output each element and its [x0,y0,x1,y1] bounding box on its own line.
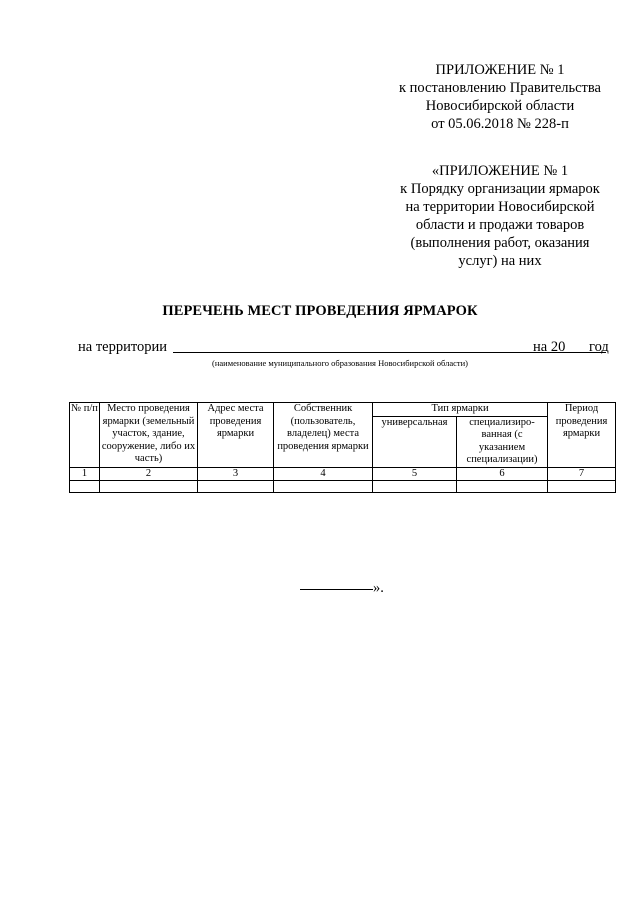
appendix-2-line: (выполнения работ, оказания [410,235,590,251]
table-header-row [70,403,616,417]
header-address: Адрес места проведения ярмарки [198,403,274,468]
column-number: 2 [100,467,198,480]
territory-caption: (наименование муниципального образования Новосибирской области) [212,358,468,368]
column-number: 6 [457,467,548,480]
appendix-2-line: на территории Новосибирской [405,199,595,215]
appendix-2-line: «ПРИЛОЖЕНИЕ № 1 [431,163,569,179]
year-blank-line [567,352,589,353]
column-number: 1 [70,467,100,480]
table-cell [100,480,198,492]
column-number: 7 [548,467,616,480]
year-label: на 20 [533,339,566,355]
subheader-specialized: специализиро-ванная (с указанием специализации) [457,416,548,467]
closing-line [300,580,384,597]
table-row [70,480,616,492]
column-number: 5 [373,467,457,480]
table-number-row [70,467,616,480]
header-number: № п/п [70,403,100,468]
closing-blank-line [300,589,373,590]
appendix-1-line: от 05.06.2018 № 228-п [431,116,569,132]
header-owner: Собственник (пользователь, владелец) места проведения ярмарки [274,403,373,468]
subheader-universal: универсальная [373,416,457,467]
appendix-2-line: области и продажи товаров [415,217,585,233]
column-number: 4 [274,467,373,480]
table-cell [457,480,548,492]
appendix-1-line: к постановлению Правительства [399,80,601,96]
table-cell [548,480,616,492]
table-cell [70,480,100,492]
appendix-2-line: к Порядку организации ярмарок [400,181,600,197]
appendix-1-line: ПРИЛОЖЕНИЕ № 1 [435,62,565,78]
fair-places-table [69,402,616,493]
document-title: ПЕРЕЧЕНЬ МЕСТ ПРОВЕДЕНИЯ ЯРМАРОК [162,303,478,319]
table-cell [274,480,373,492]
column-number: 3 [198,467,274,480]
header-place: Место проведения ярмарки (земельный участок, здание, сооружение, либо их часть) [100,403,198,468]
table-cell [198,480,274,492]
appendix-2-line: услуг) на них [458,253,542,269]
year-suffix-label: год [589,339,609,355]
header-period: Период проведения ярмарки [548,403,616,468]
appendix-1-header [380,61,620,133]
appendix-2-header [380,162,620,270]
appendix-1-line: Новосибирской области [425,98,575,114]
territory-label: на территории [78,339,168,355]
closing-quote: ». [373,580,384,596]
header-fair-type: Тип ярмарки [373,403,548,417]
table-cell [373,480,457,492]
